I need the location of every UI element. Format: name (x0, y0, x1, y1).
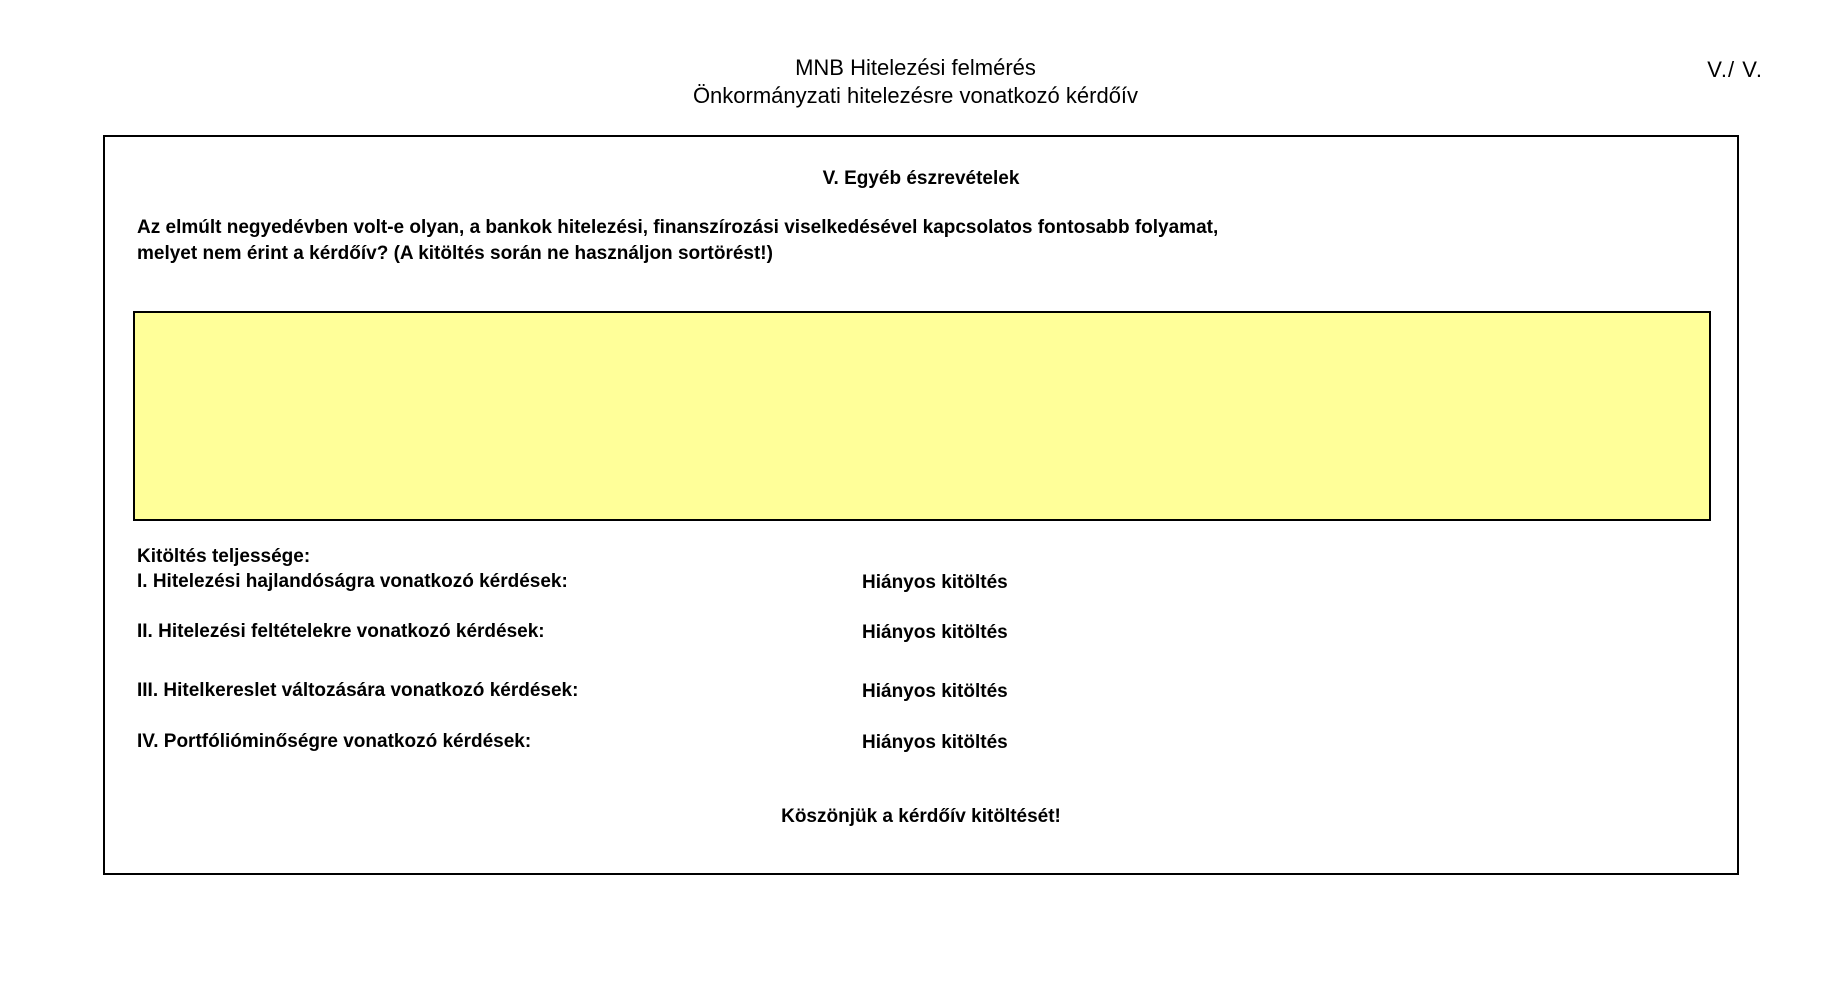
completeness-label: Kitöltés teljessége: (137, 546, 311, 567)
page-indicator: V./ V. (1707, 57, 1763, 82)
row-label-lending-conditions: II. Hitelezési feltételekre vonatkozó kérdések: (137, 621, 545, 642)
section-title: V. Egyéb észrevételek (822, 168, 1020, 189)
answer-input-box[interactable] (133, 311, 1711, 521)
survey-title: MNB Hitelezési felmérés (795, 55, 1036, 80)
question-text (137, 215, 1218, 267)
question-line-1: Az elmúlt negyedévben volt-e olyan, a bankok hitelezési, finanszírozási viselkedésével kapcsolatos fontosabb folyamat, (137, 217, 1219, 238)
form-frame (103, 135, 1739, 875)
question-line-2: melyet nem érint a kérdőív? (A kitöltés során ne használjon sortörést!) (137, 243, 773, 264)
questionnaire-subtitle: Önkormányzati hitelezésre vonatkozó kérdőív (692, 83, 1139, 108)
status-credit-demand: Hiányos kitöltés (862, 681, 1008, 702)
thank-you-message: Köszönjük a kérdőív kitöltését! (781, 806, 1061, 827)
row-label-portfolio-quality: IV. Portfólióminőségre vonatkozó kérdések: (137, 731, 532, 752)
status-lending-conditions: Hiányos kitöltés (862, 622, 1008, 643)
row-label-lending-willingness: I. Hitelezési hajlandóságra vonatkozó kérdések: (137, 571, 568, 592)
row-label-credit-demand: III. Hitelkereslet változására vonatkozó kérdések: (137, 680, 579, 701)
status-lending-willingness: Hiányos kitöltés (862, 572, 1008, 593)
status-portfolio-quality: Hiányos kitöltés (862, 732, 1008, 753)
